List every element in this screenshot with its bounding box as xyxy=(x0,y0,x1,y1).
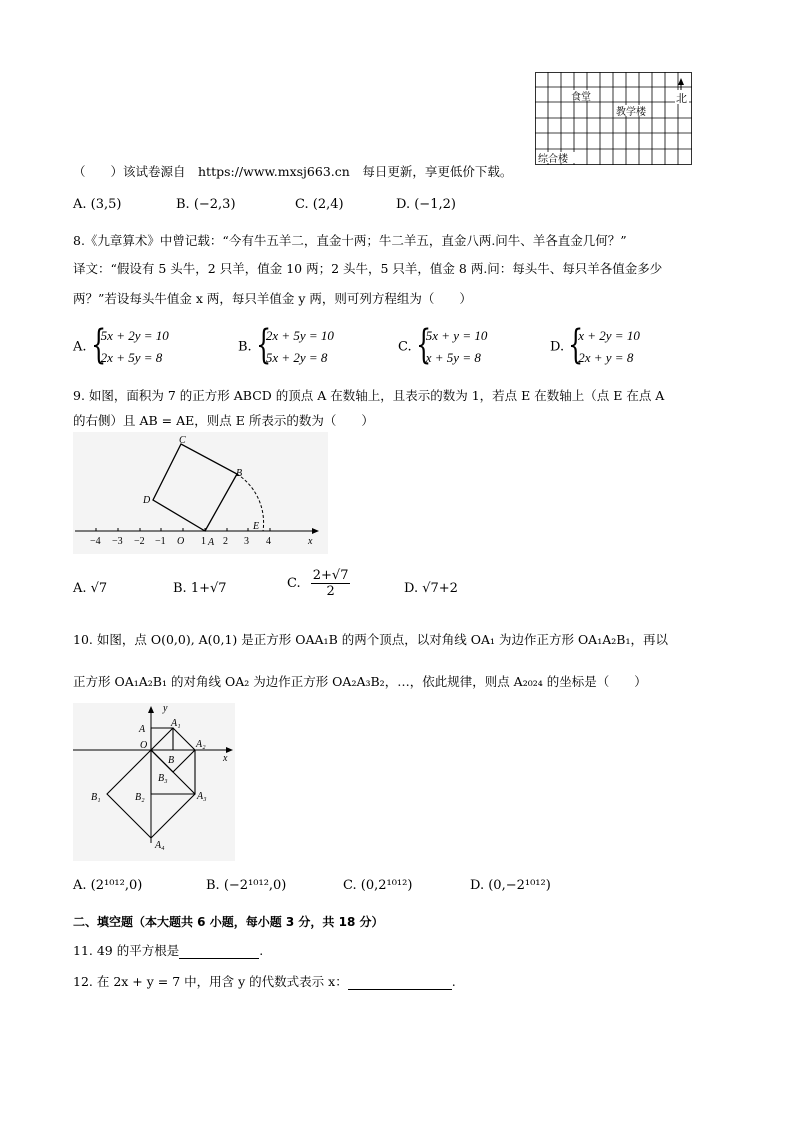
svg-text:B₂: B₂ xyxy=(135,792,145,803)
q8-option-b: B. { 2x + 5y = 10 5x + 2y = 8 xyxy=(238,322,334,368)
svg-text:B₁: B₁ xyxy=(91,792,101,803)
svg-text:A₂: A₂ xyxy=(196,739,206,750)
svg-text:y: y xyxy=(163,703,168,714)
section-fill-in-title: 二、填空题（本大题共 6 小题，每小题 3 分，共 18 分） xyxy=(73,915,384,929)
q9-option-a: A. √7 xyxy=(73,581,108,596)
svg-text:B: B xyxy=(236,468,243,479)
svg-text:A: A xyxy=(208,537,215,548)
q7-option-c: C. (2,4) xyxy=(295,197,344,212)
svg-text:−4: −4 xyxy=(90,536,101,547)
q7-option-a: A. (3,5) xyxy=(73,197,122,212)
q12: 12. 在 2x + y = 7 中，用含 y 的代数式表示 x： . xyxy=(73,974,456,989)
svg-text:1: 1 xyxy=(201,536,206,547)
svg-text:A₄: A₄ xyxy=(155,840,165,851)
grid-map-figure xyxy=(535,72,695,168)
svg-text:−1: −1 xyxy=(155,536,166,547)
q9-option-d: D. √7+2 xyxy=(404,581,458,596)
svg-text:2: 2 xyxy=(223,536,228,547)
svg-text:x: x xyxy=(223,753,228,764)
q9-figure xyxy=(73,432,328,554)
q9-line1: 9. 如图，面积为 7 的正方形 ABCD 的顶点 A 在数轴上，且表示的数为 1，若点 E 在数轴上（点 E 在点 A xyxy=(73,388,665,403)
q10-option-d: D. (0,−2¹⁰¹²) xyxy=(470,878,551,893)
svg-text:−3: −3 xyxy=(112,536,123,547)
complex-building-label: 综合楼 xyxy=(538,154,568,165)
teaching-building-label: 教学楼 xyxy=(616,107,646,118)
q10-figure xyxy=(73,703,235,861)
svg-text:−2: −2 xyxy=(134,536,145,547)
q8-option-a: A. { 5x + 2y = 10 2x + 5y = 8 xyxy=(73,322,169,368)
q9-option-c: C. $\frac{2+√7}{2}$ xyxy=(287,568,349,599)
svg-text:O: O xyxy=(177,536,185,547)
q11: 11. 49 的平方根是 . xyxy=(73,943,264,958)
svg-text:D: D xyxy=(143,495,151,506)
q10-option-c: C. (0,2¹⁰¹²) xyxy=(343,878,413,893)
north-label: 北 xyxy=(676,93,687,105)
q8-option-d: D. { x + 2y = 10 2x + y = 8 xyxy=(550,322,640,368)
q9-line2: 的右侧）且 AB = AE，则点 E 所表示的数为（ ） xyxy=(73,413,374,428)
q9-option-b: B. 1+√7 xyxy=(173,581,227,596)
svg-text:C: C xyxy=(179,435,186,446)
svg-text:x: x xyxy=(308,536,313,547)
q7-option-b: B. (−2,3) xyxy=(176,197,236,212)
q8-line1: 8.《九章算术》中曾记载：“今有牛五羊二，直金十两；牛二羊五，直金八两.问牛、羊各直金几何？” xyxy=(73,233,627,248)
svg-text:A: A xyxy=(139,724,146,735)
q7-option-d: D. (−1,2) xyxy=(396,197,456,212)
q10-line2: 正方形 OA₁A₂B₁ 的对角线 OA₂ 为边作正方形 OA₂A₃B₂，…，依此规律，则点 A₂₀₂₄ 的坐标是（ ） xyxy=(73,674,647,689)
svg-text:A₃: A₃ xyxy=(197,791,207,802)
q8-line3: 两？”若设每头牛值金 x 两，每只羊值金 y 两，则可列方程组为（ ） xyxy=(73,291,472,306)
q10-option-a: A. (2¹⁰¹²,0) xyxy=(73,878,143,893)
q8-line2: 译文：“假设有 5 头牛，2 只羊，值金 10 两；2 头牛，5 只羊，值金 8 两.问：每头牛、每只羊各值金多少 xyxy=(73,261,663,276)
svg-text:A₁: A₁ xyxy=(171,718,181,729)
svg-text:B₃: B₃ xyxy=(158,773,168,784)
svg-text:E: E xyxy=(253,521,260,532)
q10-line1: 10. 如图，点 O(0,0), A(0,1) 是正方形 OAA₁B 的两个顶点，以对角线 OA₁ 为边作正方形 OA₁A₂B₁，再以 xyxy=(73,632,668,647)
svg-text:3: 3 xyxy=(244,536,249,547)
svg-text:4: 4 xyxy=(266,536,271,547)
q8-option-c: C. { 5x + y = 10 x + 5y = 8 xyxy=(398,322,488,368)
svg-text:O: O xyxy=(140,740,148,751)
svg-text:B: B xyxy=(168,755,175,766)
q7-stem: （ ）该试卷源自 https://www.mxsj663.cn 每日更新，享更低价下载。 xyxy=(73,164,513,179)
q10-option-b: B. (−2¹⁰¹²,0) xyxy=(206,878,287,893)
canteen-label: 食堂 xyxy=(571,92,591,103)
